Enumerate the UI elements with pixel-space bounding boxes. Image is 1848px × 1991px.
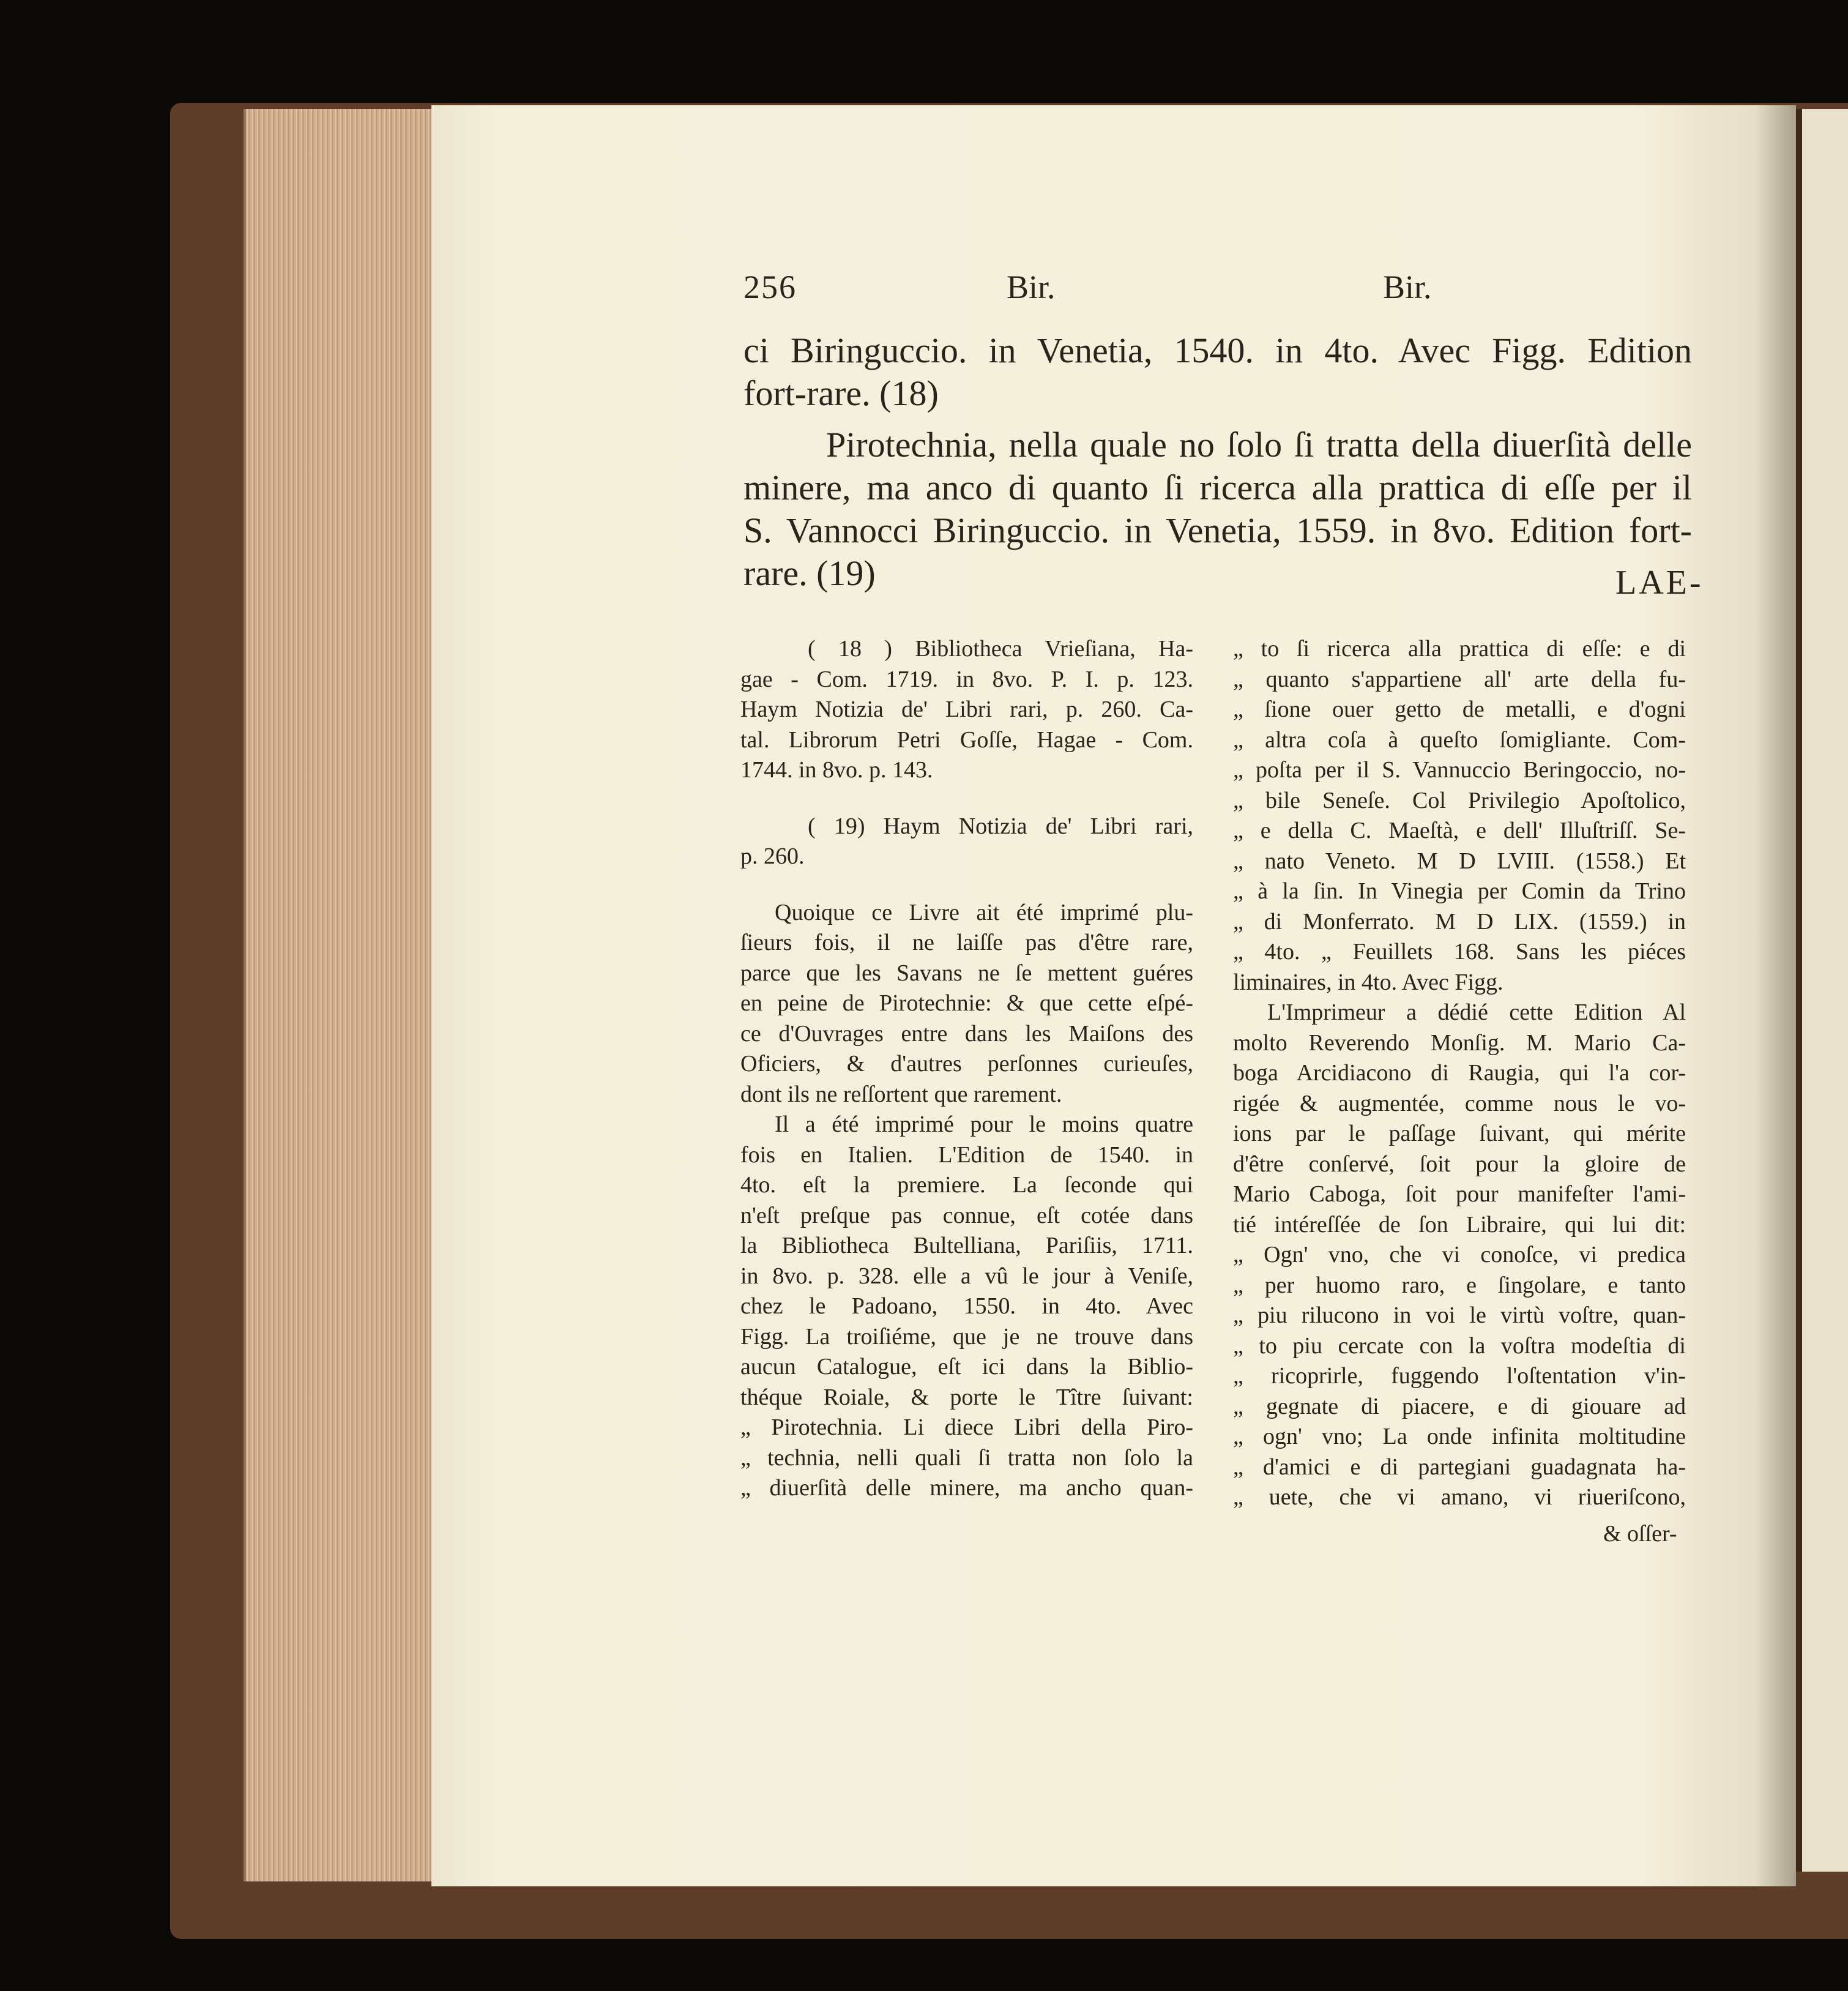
column-line: Figg. La troiſiéme, que je ne trouve dans xyxy=(740,1323,1193,1350)
column-line: ions par le paſſage ſuivant, qui mérite xyxy=(1233,1121,1686,1146)
column-line: fois en Italien. L'Edition de 1540. in xyxy=(740,1141,1193,1168)
column-line: „ bile Seneſe. Col Privilegio Apoſtolico, xyxy=(1233,787,1686,813)
entry-line: rare. (19) xyxy=(743,553,876,593)
column-line: liminaires, in 4to. Avec Figg. xyxy=(1233,969,1503,995)
column-line: „ ſione ouer getto de metalli, e d'ogni xyxy=(1233,697,1686,722)
column-line: „ to ſi ricerca alla prattica di eſſe: e di xyxy=(1233,636,1686,662)
column-line: Quoique ce Livre ait été imprimé plu- xyxy=(775,899,1193,925)
entry-line: Pirotechnia, nella quale no ſolo ſi tratta della diuerſità delle xyxy=(826,425,1692,465)
column-line: Oficiers, & d'autres perſonnes curieuſes, xyxy=(740,1051,1193,1077)
facing-page-edge xyxy=(1796,109,1848,1872)
column-line: „ piu rilucono in voi le virtù voſtre, quan- xyxy=(1233,1302,1686,1328)
running-header xyxy=(743,268,1435,317)
column-line: ( 19) Haym Notizia de' Libri rari, xyxy=(808,813,1193,839)
running-head-left: Bir. xyxy=(1007,269,1056,305)
column-line: chez le Padoano, 1550. in 4to. Avec xyxy=(740,1293,1193,1319)
column-line: „ altra coſa à queſto ſomigliante. Com- xyxy=(1233,727,1686,753)
column-line: L'Imprimeur a dédié cette Edition Al xyxy=(1267,999,1686,1025)
column-line: 1744. in 8vo. p. 143. xyxy=(740,757,933,783)
right-column xyxy=(1233,634,1686,1513)
column-line: ſieurs fois, il ne laiſſe pas d'être rare, xyxy=(740,930,1193,955)
catchword-bottom: & oſſer- xyxy=(1603,1521,1677,1547)
column-line: Il a été imprimé pour le moins quatre xyxy=(775,1111,1193,1137)
column-line: „ quanto s'appartiene all' arte della fu- xyxy=(1233,666,1686,692)
column-line: tié intéreſſée de ſon Libraire, qui lui dit: xyxy=(1233,1211,1686,1238)
column-line: „ nato Veneto. M D LVIII. (1558.) Et xyxy=(1233,848,1686,874)
column-line: rigée & augmentée, comme nous le vo- xyxy=(1233,1090,1686,1116)
running-head-right: Bir. xyxy=(1383,269,1432,305)
column-line: „ Pirotechnia. Li diece Libri della Piro- xyxy=(740,1414,1193,1440)
entry-line: fort-rare. (18) xyxy=(743,373,939,413)
entry-2 xyxy=(743,424,1692,595)
column-line: p. 260. xyxy=(740,843,805,869)
column-line: ( 18 ) Bibliotheca Vrieſiana, Ha- xyxy=(808,636,1193,662)
column-line: „ à la ſin. In Vinegia per Comin da Trino xyxy=(1233,878,1686,904)
column-line: 4to. eſt la premiere. La ſeconde qui xyxy=(740,1172,1193,1198)
column-line: „ poſta per il S. Vannuccio Beringoccio, no- xyxy=(1233,757,1686,783)
column-line: dont ils ne reſſortent que rarement. xyxy=(740,1081,1062,1107)
column-line: d'être conſervé, ſoit pour la gloire de xyxy=(1233,1151,1686,1177)
column-line: „ ricoprirle, fuggendo l'oſtentation v'in- xyxy=(1233,1363,1686,1389)
page-edges xyxy=(244,109,436,1881)
entry-line: ci Biringuccio. in Venetia, 1540. in 4to. Avec Figg. Edition xyxy=(743,331,1692,370)
column-line: ce d'Ouvrages entre dans les Maiſons des xyxy=(740,1020,1193,1047)
column-line: boga Arcidiacono di Raugia, qui l'a cor- xyxy=(1233,1060,1686,1086)
column-line: in 8vo. p. 328. elle a vû le jour à Veniſe, xyxy=(740,1263,1193,1289)
column-line: „ to piu cercate con la voſtra modeſtia di xyxy=(1233,1332,1686,1359)
left-column xyxy=(740,634,1193,1504)
column-line: en peine de Pirotechnie: & que cette eſpé- xyxy=(740,990,1193,1016)
column-line: „ gegnate di piacere, e di giouare ad xyxy=(1233,1393,1686,1419)
column-line: parce que les Savans ne ſe mettent guéres xyxy=(740,960,1193,986)
entry-line: minere, ma anco di quanto ſi ricerca alla prattica di eſſe per il xyxy=(743,468,1692,507)
column-line: „ ogn' vno; La onde infinita moltitudine xyxy=(1233,1424,1686,1449)
entry-line: S. Vannocci Biringuccio. in Venetia, 1559. in 8vo. Edition fort- xyxy=(743,510,1692,550)
column-line: „ technia, nelli quali ſi tratta non ſolo la xyxy=(740,1444,1193,1471)
column-line: „ per huomo raro, e ſingolare, e tanto xyxy=(1233,1272,1686,1298)
column-line: „ e della C. Maeſtà, e dell' Illuſtriſſ. Se- xyxy=(1233,818,1686,843)
column-line: gae - Com. 1719. in 8vo. P. I. p. 123. xyxy=(740,666,1193,692)
column-line: „ 4to. „ Feuillets 168. Sans les piéces xyxy=(1233,939,1686,965)
column-line: tal. Librorum Petri Goſſe, Hagae - Com. xyxy=(740,727,1193,753)
column-line: aucun Catalogue, eſt ici dans la Biblio- xyxy=(740,1354,1193,1380)
column-line: „ Ogn' vno, che vi conoſce, vi predica xyxy=(1233,1242,1686,1268)
column-line: molto Reverendo Monſig. M. Mario Ca- xyxy=(1233,1029,1686,1056)
column-line: Mario Caboga, ſoit pour manifeſter l'ami- xyxy=(1233,1181,1686,1207)
column-line: „ di Monferrato. M D LIX. (1559.) in xyxy=(1233,908,1686,935)
column-line: „ d'amici e di partegiani guadagnata ha- xyxy=(1233,1454,1686,1480)
page-number: 256 xyxy=(743,269,797,305)
column-line: n'eſt preſque pas connue, eſt cotée dans xyxy=(740,1202,1193,1228)
column-line: Haym Notizia de' Libri rari, p. 260. Ca- xyxy=(740,697,1193,722)
entry-1 xyxy=(743,329,1692,415)
column-line: théque Roiale, & porte le Tître ſuivant: xyxy=(740,1384,1193,1410)
column-line: „ diuerſità delle minere, ma ancho quan- xyxy=(740,1475,1193,1501)
column-line: la Bibliotheca Bultelliana, Pariſiis, 1711. xyxy=(740,1233,1193,1258)
catchword-top: LAE- xyxy=(1615,564,1704,602)
column-line: „ uete, che vi amano, vi riueriſcono, xyxy=(1233,1484,1686,1510)
